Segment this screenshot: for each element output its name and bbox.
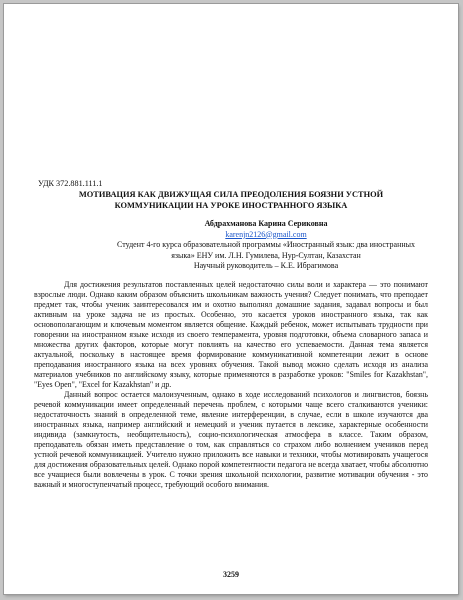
udk-code: УДК 372.881.111.1 [38,179,103,188]
affiliation-line: языка» ЕНУ им. Л.Н. Гумилева, Нур-Султан, Казахстан [171,250,361,260]
title-line: МОТИВАЦИЯ КАК ДВИЖУЩАЯ СИЛА ПРЕОДОЛЕНИЯ БОЯЗНИ УСТНОЙ [78,190,384,199]
body-text [34,280,428,491]
author-block [34,219,428,272]
page-number: 3259 [223,570,239,579]
author-name: Абдрахманова Карина Сериковна [204,219,328,228]
title-line: КОММУНИКАЦИИ НА УРОКЕ ИНОСТРАННОГО ЯЗЫКА [114,200,348,210]
paragraph: Данный вопрос остается малоизученным, однако в ходе исследований психологов и лингвистов, боязнь речевой коммуникации имеет определенный перечень проблем, с которыми чаще всего сталкиваются ученики: недостаточность знаний в определенной теме, явление интерференции, в случае, если в школе изучаются два иностранных языка, например английский и немецкий и ученик путается в лексике, характерные особенности индивида (замкнутость, необщительность), социо-психологическая атмосфера в классе. Таким образом, преподаватель обязан иметь представление о том, как справляться со страхом либо волнением учеников перед устной речевой коммуникацией. Учителю нужно приложить все навыки и техники, чтобы мотивировать учащегося для достижения образовательных целей. Однако порой компетентности педагога не всегда хватает, чтобы абсолютно все учащиеся были вовлечены в урок. С точки зрения школьной психологии, развитие мотивации обучения - это важный и многоступенчатый процесс, требующий особого внимания. [34,390,429,490]
author-email-link[interactable]: karenjn2126@gmail.com [225,229,307,239]
paragraph: Для достижения результатов поставленных целей недостаточно силы воли и характера — это понимают взрослые люди. Однако каким образом объяснить школьникам важность учения? Следует понимать, что преподает предмет так, чтобы ученик заинтересовался им и охотно выполнял домашние задания, задавал вопросы и был активным на уроке задача не из простых. Особенно, это касается уроков иностранного языка, так как основополагающим и ключевым моментом является общение. Каждый ребенок, может испытывать трудности при говорении на иностранном языке исходя из своего темперамента, уровня подготовки, объема словарного запаса и множества других факторов, которые могут повлиять на качество его успеваемости. Данная тема является актуальной, поскольку в настоящее время формирование коммуникативной компетенции лежит в основе преподавания иностранного языка на всех уровнях обучения. Такой вывод можно сделать исходя из анализа материалов учебников по английскому языку, которые применяются в разработке уроков: "Smiles for Kazakhstan", "Eyes Open", "Excel for Kazakhstan" и др. [34,279,428,389]
paper-title [42,190,420,211]
supervisor-line: Научный руководитель – К.Е. Ибрагимова [193,261,339,270]
affiliation-line: Студент 4-го курса образовательной программы «Иностранный язык: два иностранных [116,240,416,249]
document-page [4,4,458,594]
